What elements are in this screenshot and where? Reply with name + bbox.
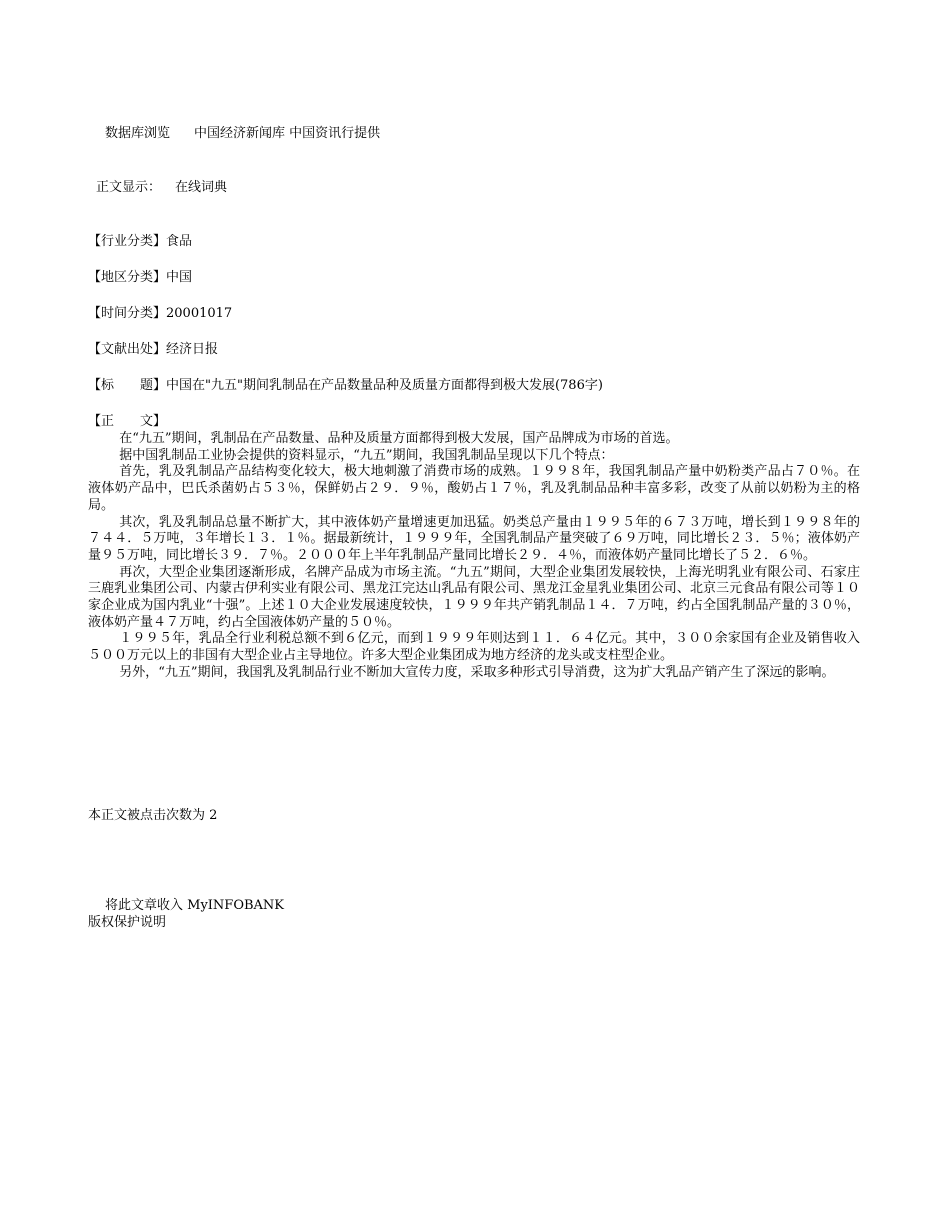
meta-time: 【时间分类】20001017	[88, 306, 233, 321]
collect-to-myinfobank-link[interactable]: 将此文章收入 MyINFOBANK	[105, 898, 285, 913]
meta-source: 【文献出处】经济日报	[88, 342, 219, 357]
body-label: 【正 文】	[88, 414, 167, 429]
display-label: 正文显示：	[96, 180, 162, 195]
article-paragraph: 据中国乳制品工业协会提供的资料显示，“九五”期间，我国乳制品呈现以下几个特点：	[119, 447, 614, 463]
article-body	[88, 431, 860, 682]
database-browse-link[interactable]: 数据库浏览	[105, 126, 171, 141]
copyright-notice-link[interactable]: 版权保护说明	[88, 915, 167, 930]
meta-title: 【标 题】中国在"九五"期间乳制品在产品数量品种及质量方面都得到极大发展(786字)	[88, 378, 603, 393]
article-paragraph: 其次，乳及乳制品总量不断扩大，其中液体奶产量增速更加迅猛。奶类总产量由１９９５年的６７３万吨，增长到１９９８年的７４４．５万吨，３年增长１３．１％。据最新统计，１９９９年，全国乳制品产量突破了６９万吨，同比增长２３．５％；液体奶产量９５万吨，同比增长３９．７％。２０００年上半年乳制品产量同比增长２９．４％，而液体奶产量同比增长了５２．６％。	[88, 514, 860, 563]
article-paragraph: 再次，大型企业集团逐渐形成，名牌产品成为市场主流。“九五”期间，大型企业集团发展较快，上海光明乳业有限公司、石家庄三鹿乳业集团公司、内蒙古伊利实业有限公司、黑龙江完达山乳品有限公司、黑龙江金星乳业集团公司、北京三元食品有限公司等１０家企业成为国内乳业“十强”。上述１０大企业发展速度较快，１９９９年共产销乳制品１４．７万吨，约占全国乳制品产量的３０％，液体奶产量４７万吨，约占全国液体奶产量的５０％。	[88, 564, 860, 630]
online-dictionary-link[interactable]: 在线词典	[175, 180, 228, 195]
article-paragraph: 在“九五”期间，乳制品在产品数量、品种及质量方面都得到极大发展，国产品牌成为市场的首选。	[119, 431, 679, 446]
click-count: 本正文被点击次数为 2	[88, 808, 218, 823]
article-paragraph: 另外，“九五”期间，我国乳及乳制品行业不断加大宣传力度，采取多种形式引导消费，这为扩大乳品产销产生了深远的影响。	[119, 664, 835, 680]
page-header	[105, 126, 380, 142]
meta-region: 【地区分类】中国	[88, 270, 193, 285]
meta-industry: 【行业分类】食品	[88, 234, 193, 249]
article-paragraph: １９９５年，乳品全行业利税总额不到６亿元，而到１９９９年则达到１１．６４亿元。其中，３００余家国有企业及销售收入５００万元以上的非国有大型企业占主导地位。许多大型企业集团成为地方经济的龙头或支柱型企业。	[88, 631, 860, 664]
display-options	[96, 180, 227, 196]
library-link[interactable]: 中国经济新闻库 中国资讯行提供	[194, 126, 381, 141]
article-paragraph: 首先，乳及乳制品产品结构变化较大，极大地刺激了消费市场的成熟。１９９８年，我国乳制品产量中奶粉类产品占７０％。在液体奶产品中，巴氏杀菌奶占５３％，保鲜奶占２９．９％，酸奶占１７％，乳及乳制品品种丰富多彩，改变了从前以奶粉为主的格局。	[88, 464, 860, 513]
